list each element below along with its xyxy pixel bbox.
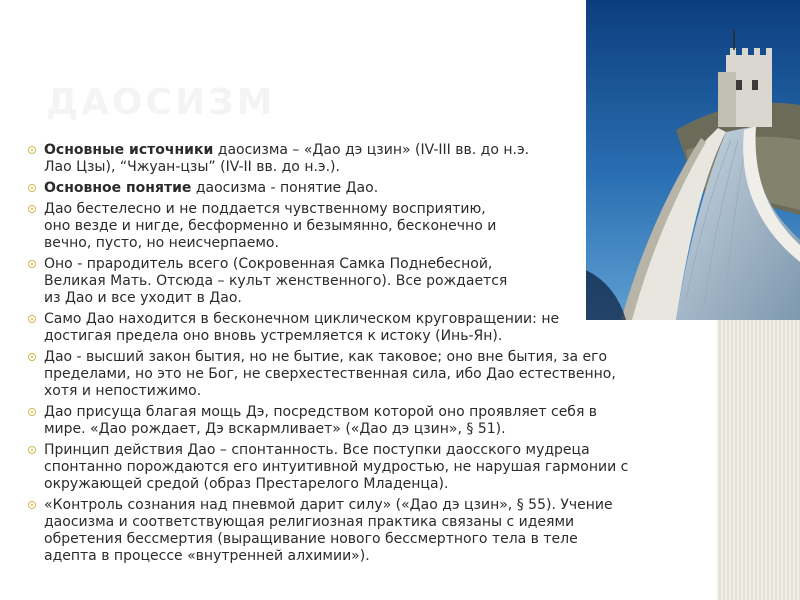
bullet-text-line: Дао присуща благая мощь Дэ, посредством которой оно проявляет себя в (44, 404, 598, 420)
circle-bullet-icon (28, 315, 36, 323)
bullet-text-line: Дао бестелесно и не поддается чувственному восприятию, (44, 201, 486, 217)
bullet-text-line: мире. «Дао рождает, Дэ вскармливает» («Дао дэ цзин», § 51). (44, 421, 506, 437)
bullet-bold-text: Основное понятие (44, 180, 192, 196)
bullet-text-line: достигая предела оно вновь устремляется к истоку (Инь-Ян). (44, 328, 503, 344)
circle-bullet-icon (28, 353, 36, 361)
bullet-text-line: из Дао и все уходит в Дао. (44, 290, 242, 306)
bullet-item (28, 142, 718, 176)
decorative-stripe-band (717, 320, 800, 600)
circle-bullet-icon (28, 205, 36, 213)
bullet-item (28, 180, 718, 197)
bullet-text-line: даосизма – «Дао дэ цзин» (IV-III вв. до н.э. (213, 142, 530, 158)
bullet-text-line: даосизма - понятие Дао. (191, 180, 379, 196)
bullet-text-line: Оно - прародитель всего (Сокровенная Самка Поднебесной, (44, 256, 493, 272)
bullet-item (28, 442, 718, 493)
bullet-item (28, 256, 718, 307)
bullet-text-line: спонтанно порождаются его интуитивной мудростью, не нарушая гармонии с (44, 459, 629, 475)
circle-bullet-icon (28, 501, 36, 509)
bullet-text-line: даосизма и соответствующая религиозная практика связаны с идеями (44, 514, 575, 530)
circle-bullet-icon (28, 260, 36, 268)
bullet-text-line: адепта в процессе «внутренней алхимии»). (44, 548, 370, 564)
bullet-text-line: Принцип действия Дао – спонтанность. Все поступки даосского мудреца (44, 442, 590, 458)
bullet-text-line: «Контроль сознания над пневмой дарит силу» («Дао дэ цзин», § 55). Учение (44, 497, 613, 513)
bullet-item (28, 497, 718, 565)
bullet-text-line: хотя и непостижимо. (44, 383, 202, 399)
bullet-item (28, 349, 718, 400)
bullet-text-line: Великая Мать. Отсюда – культ женственного). Все рождается (44, 273, 508, 289)
bullet-text-line: оно везде и нигде, бесформенно и безымянно, бесконечно и (44, 218, 497, 234)
slide-title: ДАОСИЗМ (46, 82, 276, 123)
circle-bullet-icon (28, 146, 36, 154)
bullet-bold-text: Основные источники (44, 142, 214, 158)
circle-bullet-icon (28, 408, 36, 416)
bullet-text-line: обретения бессмертия (выращивание нового бессмертного тела в теле (44, 531, 578, 547)
bullet-item (28, 311, 718, 345)
bullet-text-line: пределами, но это не Бог, не сверхестественная сила, ибо Дао естественно, (44, 366, 616, 382)
bullet-text-line: Дао - высший закон бытия, но не бытие, как таковое; оно вне бытия, за его (44, 349, 608, 365)
bullet-item (28, 404, 718, 438)
bullet-text-line: окружающей средой (образ Престарелого Младенца). (44, 476, 449, 492)
bullet-list (28, 142, 718, 569)
bullet-text-line: Лао Цзы), “Чжуан-цзы” (IV-II вв. до н.э.). (44, 159, 340, 175)
bullet-text-line: вечно, пусто, но неисчерпаемо. (44, 235, 279, 251)
circle-bullet-icon (28, 184, 36, 192)
circle-bullet-icon (28, 446, 36, 454)
bullet-text-line: Само Дао находится в бесконечном циклическом круговращении: не (44, 311, 560, 327)
bullet-item (28, 201, 718, 252)
